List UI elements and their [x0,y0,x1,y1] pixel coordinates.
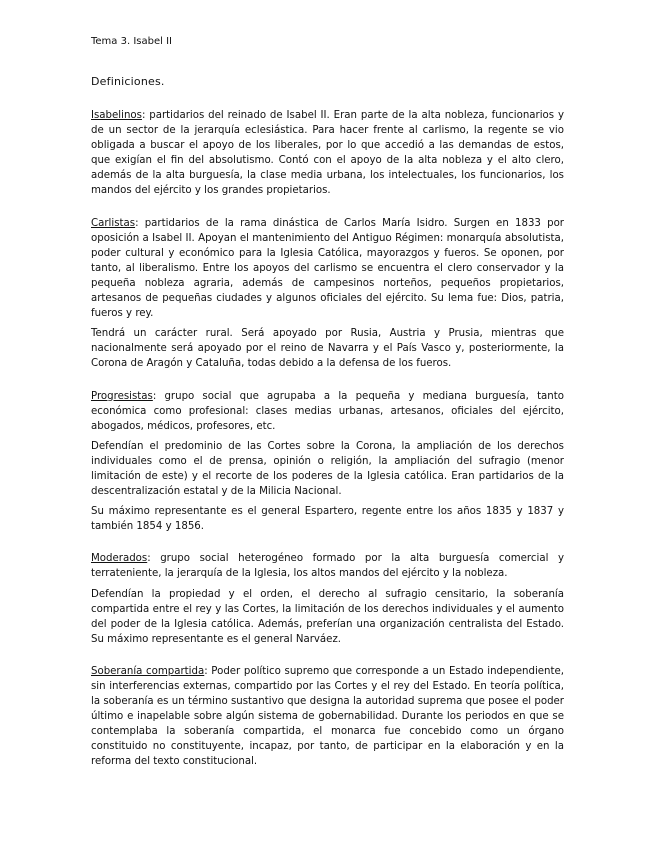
definition-moderados [91,551,564,581]
definition-carlistas [91,216,564,322]
definition-text: : Poder político supremo que corresponde a un Estado independiente, sin interferencias externas, compartido por las Cortes y el rey del Estado. En teoría política, la soberanía es un término sustantivo que designa la autoridad suprema que posee el poder último e inapelable sobre algún sistema de gobernabilidad. Durante los periodos en que se contemplaba la soberanía compartida, el monarca fue concebido como un órgano constituido no constituyente, incapaz, por tanto, de participar en la elaboración y en la reforma del texto constitucional. [91,665,564,768]
definition-text: : grupo social que agrupaba a la pequeña y mediana burguesía, tanto económica como profesional: clases medias urbanas, artesanos, oficiales del ejército, abogados, médicos, profesores, etc. [91,390,564,432]
definition-paragraph: Tendrá un carácter rural. Será apoyado por Rusia, Austria y Prusia, mientras que nacionalmente será apoyado por el reino de Navarra y el País Vasco y, posteriormente, la Corona de Aragón y Cataluña, todas debido a la defensa de los fueros. [91,328,564,370]
definition-text: : grupo social heterogéneo formado por la alta burguesía comercial y terrateniente, la jerarquía de la Iglesia, los altos mandos del ejército y la nobleza. [91,553,564,580]
page-header: Tema 3. Isabel II [91,36,172,47]
definition-isabelinos [91,108,564,199]
section-title: Definiciones. [91,75,165,88]
definition-text: : partidarios de la rama dinástica de Carlos María Isidro. Surgen en 1833 por oposición a Isabel II. Apoyan el mantenimiento del Antiguo Régimen: monarquía absolutista, poder cultural y económico para la Iglesia Católica, mayorazgos y fueros. Se oponen, por tanto, al liberalismo. Entre los apoyos del carlismo se encuentra el clero conservador y la pequeña nobleza agraria, además de campesinos norteños, pequeños propietarios, artesanos de pequeñas ciudades y algunos oficiales del ejército. Su lema fue: Dios, patria, fueros y rey. [91,217,564,320]
definition-text: : partidarios del reinado de Isabel II. Eran parte de la alta nobleza, funcionarios y de un sector de la jerarquía eclesiástica. Para hacer frente al carlismo, la regente se vio obligada a buscar el apoyo de los liberales, por lo que accedió a las demandas de estos, que exigían el fin del absolutismo. Contó con el apoyo de la alta nobleza y el alto clero, además de la alta burguesía, la clase media urbana, los intelectuales, los funcionarios, los mandos del ejército y los grandes propietarios. [91,110,564,197]
definition-progresistas [91,389,564,434]
definition-paragraph: Defendían la propiedad y el orden, el derecho al sufragio censitario, la soberanía compartida entre el rey y las Cortes, la limitación de los derechos individuales y el aumento del poder de la Iglesia católica. Además, preferían una organización centralista del Estado. Su máximo representante es el general Narváez. [91,588,564,645]
term-isabelinos: Isabelinos [91,110,142,121]
term-progresistas: Progresistas [91,390,153,402]
definition-paragraph: Su máximo representante es el general Espartero, regente entre los años 1835 y 1837 y también 1854 y 1856. [91,506,564,533]
term-moderados: Moderados [91,553,148,565]
term-soberania-compartida: Soberanía compartida [91,665,205,677]
definition-soberania-compartida [91,664,564,770]
definitions-list [91,108,564,775]
term-carlistas: Carlistas [91,217,136,229]
definition-paragraph: Defendían el predominio de las Cortes sobre la Corona, la ampliación de los derechos individuales como el de prensa, opinión o religión, la ampliación del sufragio (menor limitación de este) y el recorte de los poderes de la Iglesia católica. Eran partidarios de la descentralización estatal y de la Milicia Nacional. [91,440,564,498]
